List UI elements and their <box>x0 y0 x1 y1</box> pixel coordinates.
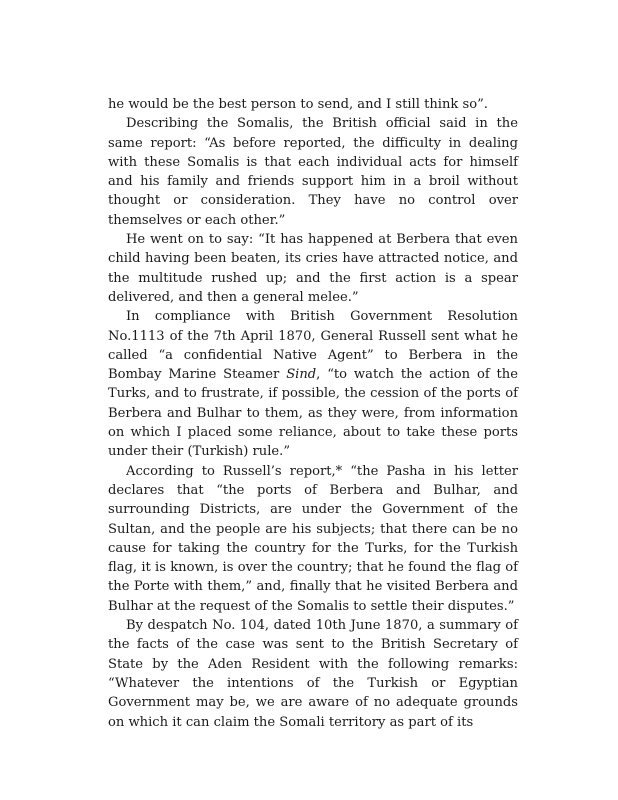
paragraph-despatch-104: By despatch No. 104, dated 10th June 1870, a summary of the facts of the case was sent to the British Secretary of State by the Aden Resident with the following remarks: “Whatever the intentions of the Turkish or Egyptian Government may be, we are aware of no adequate grounds on which it can claim the Somali territory as part of its <box>108 618 518 730</box>
paragraph-pasha-letter: According to Russell’s report,* “the Pasha in his letter declares that “the ports of Berbera and Bulhar, and surrounding Districts, are under the Government of the Sultan, and the people are his subjects; that there can be no cause for taking the country for the Turks, for the Turkish flag, it is known, is over the country; that he found the flag of the Porte with them,” and, finally that he visited Berbera and Bulhar at the request of the Somalis to settle their disputes.” <box>108 463 518 614</box>
paragraph-russell-agent <box>108 307 518 461</box>
document-page <box>108 95 518 732</box>
paragraph-russell-agent-after: , “to watch the action of the Turks, and to frustrate, if possible, the cession of the ports of Berbera and Bulhar to them, as they were, from information on which I placed some reliance, about to take these ports under their (Turkish) rule.” <box>108 367 518 460</box>
paragraph-berbera-melee: He went on to say: “It has happened at Berbera that even child having been beaten, its cries have attracted notice, and the multitude rushed up; and the first action is a spear delivered, and then a general melee.” <box>108 232 518 305</box>
paragraph-continuation: he would be the best person to send, and I still think so”. <box>108 97 488 112</box>
ship-name-italic: Sind <box>286 367 317 383</box>
paragraph-russell-agent-before: In compliance with British Government Resolution No.1113 of the 7th April 1870, General Russell sent what he called “a confidential Native Agent” to Berbera in the Bombay Marine Steamer <box>108 309 518 383</box>
paragraph-somalis-description: Describing the Somalis, the British official said in the same report: “As before reported, the difficulty in dealing with these Somalis is that each individual acts for himself and his family and friends support him in a broil without thought or consideration. They have no control over themselves or each other.” <box>108 116 518 228</box>
